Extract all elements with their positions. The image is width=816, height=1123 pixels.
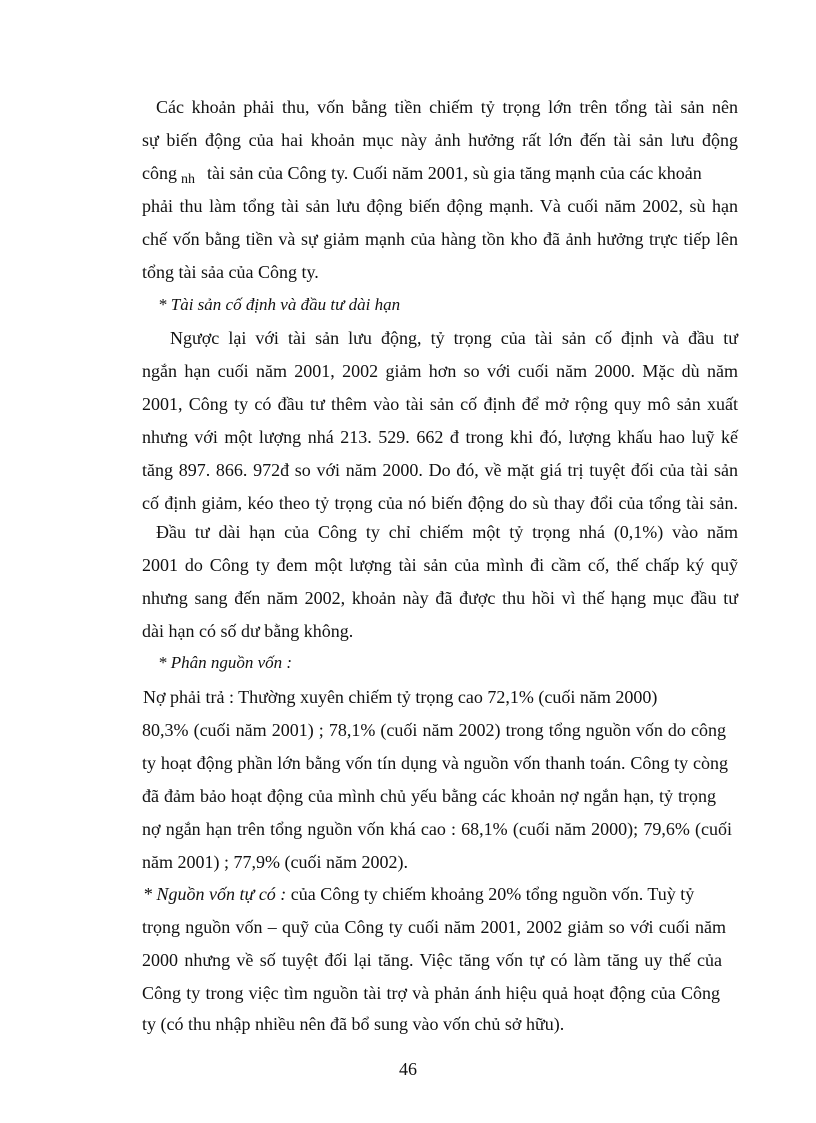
paragraph-1-line-3-subscript: nh (181, 172, 195, 187)
paragraph-3-line-4: dài hạn có số dư bằng không. (142, 621, 354, 641)
paragraph-3-line-2: 2001 do Công ty đem một lượng tài sản của mình đi cầm cố, thế chấp ký quỹ (142, 555, 738, 575)
paragraph-3-line-1: Đầu tư dài hạn của Công ty chỉ chiếm một tỷ trọng nhá (0,1%) vào năm (156, 522, 738, 542)
paragraph-4-line-6: năm 2001) ; 77,9% (cuối năm 2002). (142, 852, 408, 872)
paragraph-1-line-3-end: tài sản của Công ty. Cuối năm 2001, sù gia tăng mạnh của các khoản (207, 163, 702, 183)
section-heading-fixed-assets: * Tài sản cố định và đầu tư dài hạn (158, 295, 401, 314)
paragraph-4-line-1: Nợ phải trả : Thường xuyên chiếm tỷ trọng cao 72,1% (cuối năm 2000) (143, 687, 658, 707)
paragraph-2-line-1: Ngược lại với tài sản lưu động, tỷ trọng của tài sản cố định và đầu tư (170, 328, 738, 348)
paragraph-2-line-2: ngắn hạn cuối năm 2001, 2002 giảm hơn so với cuối năm 2000. Mặc dù năm (142, 361, 738, 381)
paragraph-4-line-2: 80,3% (cuối năm 2001) ; 78,1% (cuối năm 2002) trong tổng nguồn vốn do công (142, 720, 726, 740)
paragraph-4-line-3: ty hoạt động phần lớn bằng vốn tín dụng và nguồn vốn thanh toán. Công ty còng (142, 753, 728, 773)
paragraph-2-line-6: cố định giảm, kéo theo tỷ trọng của nó biến động do sù thay đổi của tổng tài sản. (142, 493, 738, 513)
paragraph-5-line-2: trọng nguồn vốn – quỹ của Công ty cuối năm 2001, 2002 giảm so với cuối năm (142, 917, 726, 937)
paragraph-2-line-3: 2001, Công ty có đầu tư thêm vào tài sản cố định để mở rộng quy mô sản xuất (142, 394, 738, 414)
paragraph-5-line-5: ty (có thu nhập nhiều nên đã bổ sung vào vốn chủ sở hữu). (142, 1014, 565, 1034)
paragraph-1-line-6: tổng tài sảa của Công ty. (142, 262, 319, 282)
inline-heading-equity: * Nguồn vốn tự có : (143, 884, 287, 904)
paragraph-5-line-1-rest: của Công ty chiếm khoảng 20% tổng nguồn vốn. Tuỳ tỷ (286, 884, 695, 904)
paragraph-1-line-1: Các khoản phải thu, vốn bằng tiền chiếm tỷ trọng lớn trên tổng tài sản nên (156, 97, 738, 117)
paragraph-5-line-3: 2000 nhưng về số tuyệt đối lại tăng. Việc tăng vốn tự có làm tăng uy thế của (142, 950, 722, 970)
paragraph-4-line-5: nợ ngắn hạn trên tổng nguồn vốn khá cao : 68,1% (cuối năm 2000); 79,6% (cuối (142, 819, 732, 839)
paragraph-1-line-5: chế vốn bằng tiền và sự giảm mạnh của hàng tồn kho đã ảnh hưởng trực tiếp lên (142, 229, 738, 249)
paragraph-1-line-3 (142, 161, 738, 188)
paragraph-1-line-2: sự biến động của hai khoản mục này ảnh hưởng rất lớn đến tài sản lưu động (142, 130, 738, 150)
paragraph-5-line-1 (143, 882, 743, 906)
paragraph-3-line-3: nhưng sang đến năm 2002, khoản này đã được thu hồi vì thế hạng mục đầu tư (142, 588, 738, 608)
paragraph-1-line-4: phải thu làm tổng tài sản lưu động biến động mạnh. Và cuối năm 2002, sù hạn (142, 196, 738, 216)
page-number: 46 (399, 1059, 417, 1079)
paragraph-2-line-4: nhưng với một lượng nhá 213. 529. 662 đ trong khi đó, lượng khấu hao luỹ kế (142, 427, 738, 447)
paragraph-2-line-5: tăng 897. 866. 972đ so với năm 2000. Do đó, về mặt giá trị tuyệt đối của tài sản (142, 460, 738, 480)
paragraph-5-line-4: Công ty trong việc tìm nguồn tài trợ và phản ánh hiệu quả hoạt động của Công (142, 983, 720, 1003)
paragraph-1-line-3-start: công (142, 163, 177, 183)
paragraph-4-line-4: đã đảm bảo hoạt động của mình chủ yếu bằng các khoản nợ ngắn hạn, tỷ trọng (142, 786, 716, 806)
section-heading-capital-sources: * Phân nguồn vốn : (158, 653, 293, 672)
